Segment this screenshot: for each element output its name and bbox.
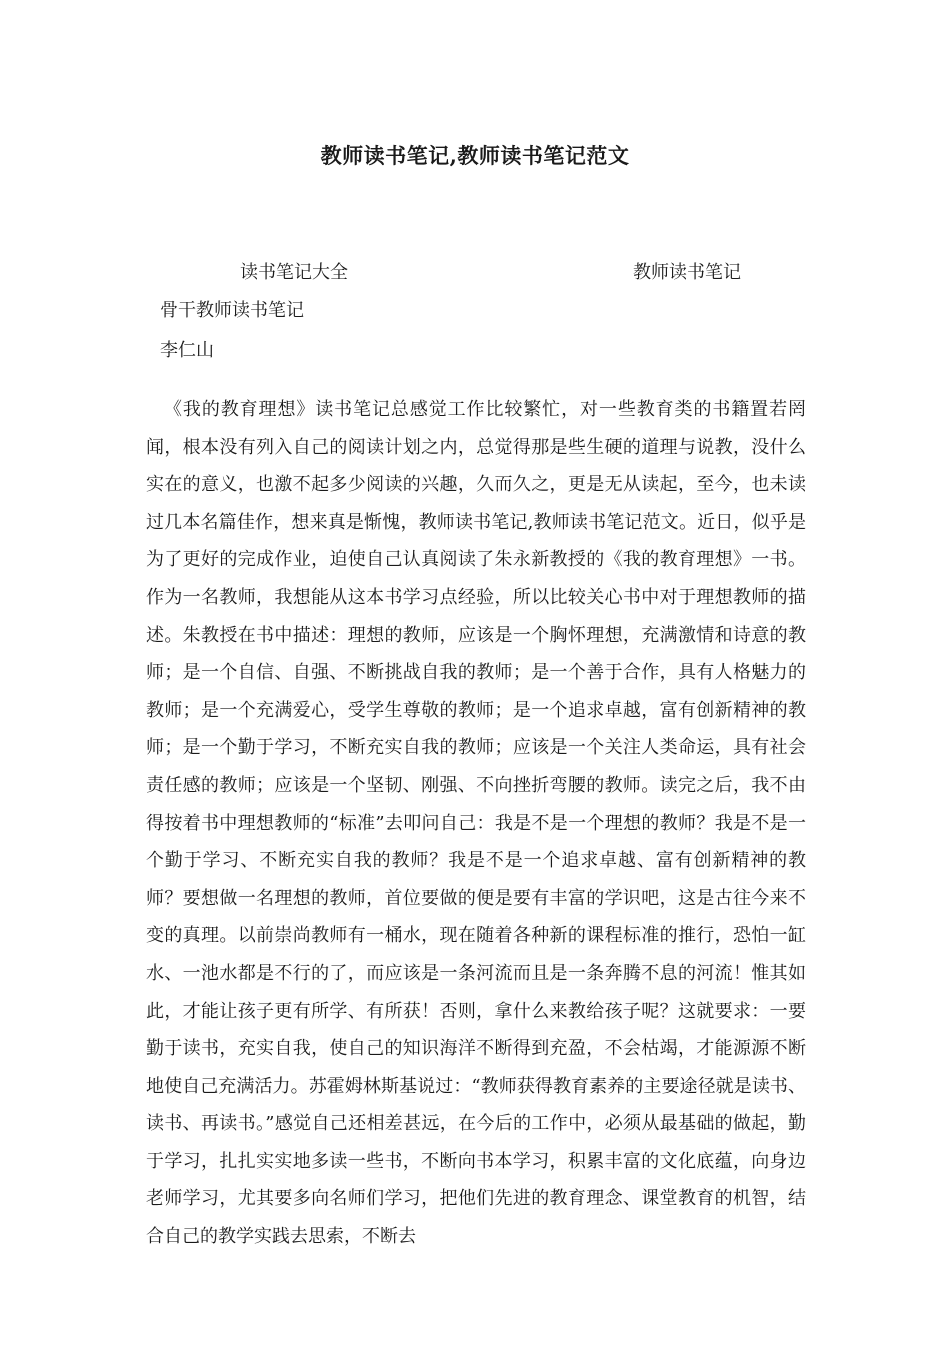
link-reading-notes-collection[interactable]: 读书笔记大全 (240, 262, 348, 283)
document-subtitle: 骨干教师读书笔记 (160, 300, 304, 321)
link-teacher-reading-notes[interactable]: 教师读书笔记 (633, 262, 741, 283)
document-author: 李仁山 (160, 340, 214, 361)
document-title: 教师读书笔记,教师读书笔记范文 (320, 143, 630, 168)
body-paragraph: 《我的教育理想》读书笔记总感觉工作比较繁忙，对一些教育类的书籍置若罔闻，根本没有列入自己的阅读计划之内，总觉得那是些生硬的道理与说教，没什么实在的意义，也激不起多少阅读的兴趣，久而久之，更是无从读起，至今，也未读过几本名篇佳作，想来真是惭愧，教师读书笔记,教师读书笔记范文。近日，似乎是为了更好的完成作业，迫使自己认真阅读了朱永新教授的《我的教育理想》一书。作为一名教师，我想能从这本书学习点经验，所以比较关心书中对于理想教师的描述。朱教授在书中描述：理想的教师，应该是一个胸怀理想，充满激情和诗意的教师；是一个自信、自强、不断挑战自我的教师；是一个善于合作，具有人格魅力的教师；是一个充满爱心，受学生尊敬的教师；是一个追求卓越，富有创新精神的教师；是一个勤于学习，不断充实自我的教师；应该是一个关注人类命运，具有社会责任感的教师；应该是一个坚韧、刚强、不向挫折弯腰的教师。读完之后，我不由得按着书中理想教师的“标准”去叩问自己：我是不是一个理想的教师？我是不是一个勤于学习、不断充实自我的教师？我是不是一个追求卓越、富有创新精神的教师？要想做一名理想的教师，首位要做的便是要有丰富的学识吧，这是古往今来不变的真理。以前崇尚教师有一桶水，现在随着各种新的课程标准的推行，恐怕一缸水、一池水都是不行的了，而应该是一条河流而且是一条奔腾不息的河流！惟其如此，才能让孩子更有所学、有所获！否则，拿什么来教给孩子呢？这就要求：一要勤于读书，充实自我，使自己的知识海洋不断得到充盈，不会枯竭，才能源源不断地使自己充满活力。苏霍姆林斯基说过：“教师获得教育素养的主要途径就是读书、读书、再读书。”感觉自己还相差甚远，在今后的工作中，必须从最基础的做起，勤于学习，扎扎实实地多读一些书，不断向书本学习，积累丰富的文化底蕴，向身边老师学习，尤其要多向名师们学习，把他们先进的教育理念、课堂教育的机智，结合自己的教学实践去思索，不断去 (146, 399, 806, 1248)
